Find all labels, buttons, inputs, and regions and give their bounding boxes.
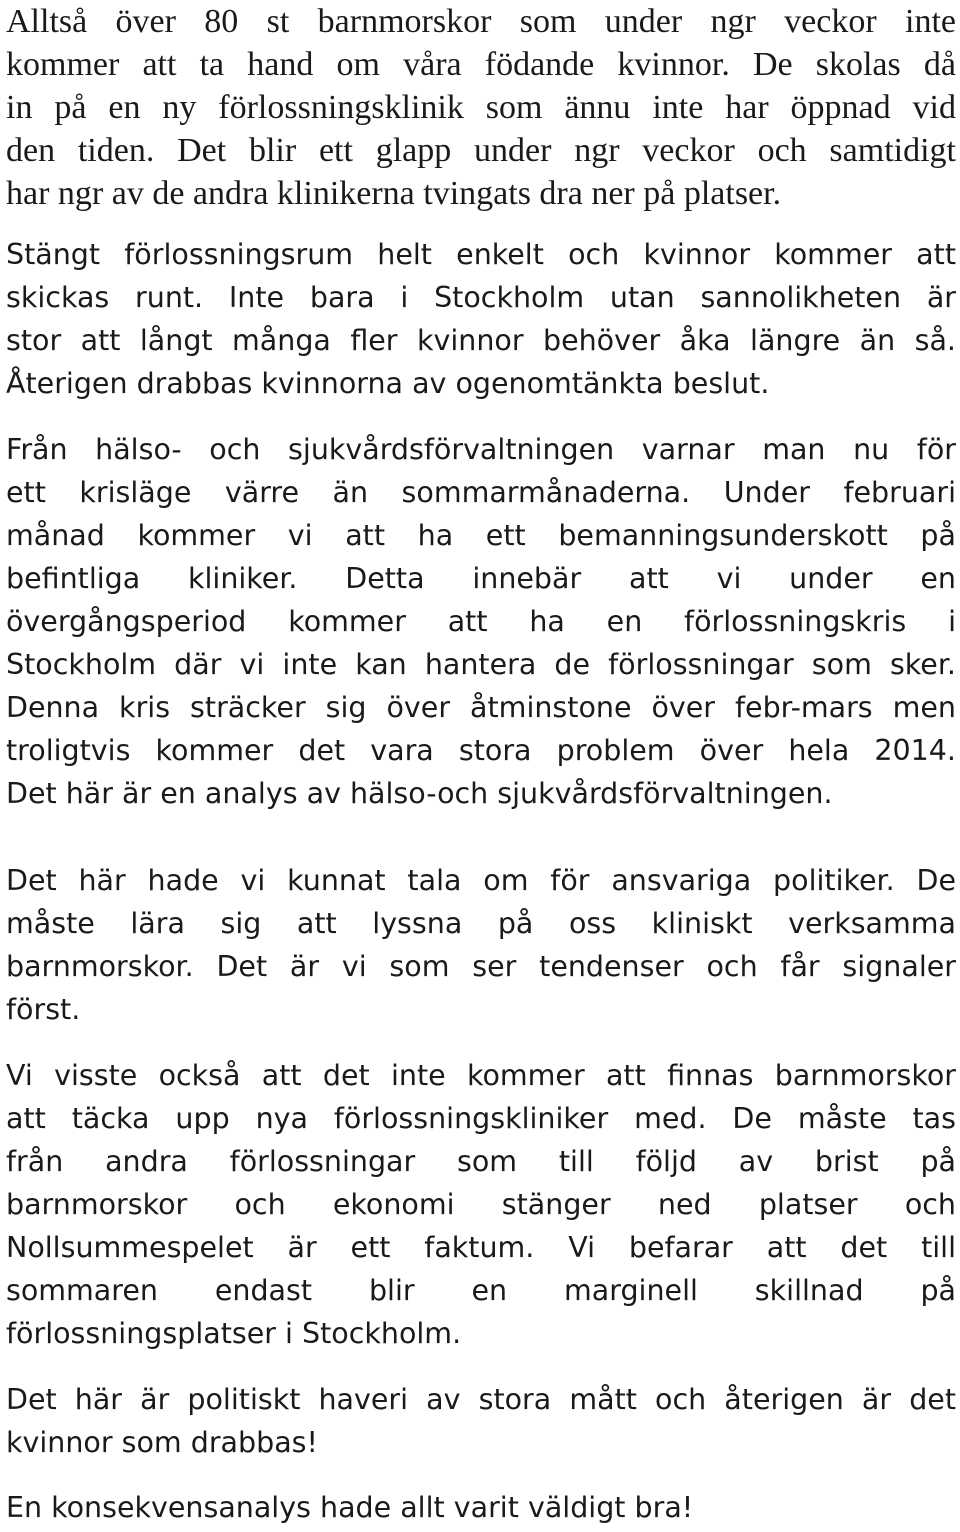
text-line: måste lära sig att lyssna på oss kliniskt verksamma — [6, 907, 956, 940]
text-line: förlossningsplatser i Stockholm. — [6, 1317, 462, 1350]
text-line: Stockholm där vi inte kan hantera de förlossningar som sker. — [6, 648, 956, 681]
text-line: En konsekvensanalys hade allt varit väldigt bra! — [6, 1491, 694, 1524]
text-line: skickas runt. Inte bara i Stockholm utan sannolikheten är — [6, 281, 956, 314]
text-line: kommer att ta hand om våra födande kvinnor. De skolas då — [6, 46, 956, 83]
text-line: Från hälso- och sjukvårdsförvaltningen varnar man nu för — [6, 433, 956, 466]
text-line: Det här hade vi kunnat tala om för ansvariga politiker. De — [6, 864, 956, 897]
text-line: först. — [6, 993, 81, 1026]
text-line: övergångsperiod kommer att ha en förlossningskris i — [6, 605, 956, 638]
text-line: befintliga kliniker. Detta innebär att vi under en — [6, 562, 956, 595]
text-line: sommaren endast blir en marginell skillnad på — [6, 1274, 956, 1307]
text-line: att täcka upp nya förlossningskliniker med. De måste tas — [6, 1102, 956, 1135]
text-line: från andra förlossningar som till följd av brist på — [6, 1145, 956, 1178]
text-line: ett krisläge värre än sommarmånaderna. Under februari — [6, 476, 956, 509]
text-line: Det här är en analys av hälso-och sjukvårdsförvaltningen. — [6, 777, 833, 810]
document-page — [6, 0, 956, 1532]
text-line: Denna kris sträcker sig över åtminstone över febr-mars men — [6, 691, 956, 724]
text-line: barnmorskor och ekonomi stänger ned platser och — [6, 1188, 956, 1221]
text-line: har ngr av de andra klinikerna tvingats dra ner på platser. — [6, 175, 782, 212]
text-line: månad kommer vi att ha ett bemanningsunderskott på — [6, 519, 956, 552]
text-line: Alltså över 80 st barnmorskor som under ngr veckor inte — [6, 3, 956, 40]
text-line: troligtvis kommer det vara stora problem över hela 2014. — [6, 734, 956, 767]
text-line: Nollsummespelet är ett faktum. Vi befarar att det till — [6, 1231, 956, 1264]
text-line: barnmorskor. Det är vi som ser tendenser och får signaler — [6, 950, 956, 983]
text-line: Återigen drabbas kvinnorna av ogenomtänkta beslut. — [6, 367, 770, 400]
text-line: kvinnor som drabbas! — [6, 1426, 318, 1459]
text-line: stor att långt många fler kvinnor behöver åka längre än så. — [6, 324, 956, 357]
text-line: Stängt förlossningsrum helt enkelt och kvinnor kommer att — [6, 238, 956, 271]
text-line: Vi visste också att det inte kommer att finnas barnmorskor — [6, 1059, 956, 1092]
text-line: Det här är politiskt haveri av stora mått och återigen är det — [6, 1383, 956, 1416]
text-line: den tiden. Det blir ett glapp under ngr veckor och samtidigt — [6, 132, 956, 169]
text-line: in på en ny förlossningsklinik som ännu inte har öppnad vid — [6, 89, 956, 126]
